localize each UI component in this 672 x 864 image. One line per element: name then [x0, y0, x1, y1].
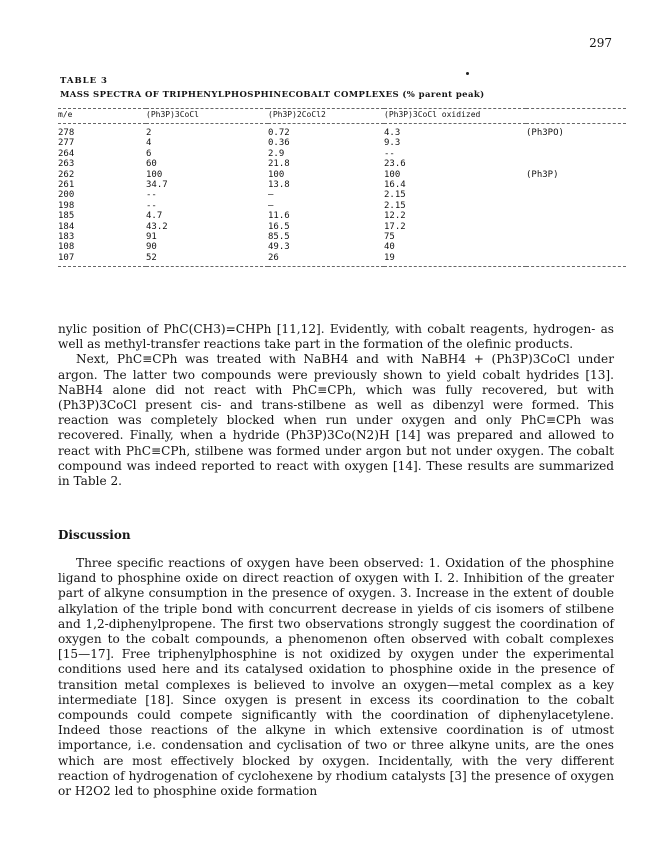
table-caption — [60, 76, 620, 100]
table-cell: 60 — [146, 159, 157, 170]
table-cell: 91 — [146, 232, 157, 243]
body-text-upper — [58, 322, 614, 489]
table-cell: 43.2 — [146, 221, 168, 232]
table-cell — [526, 242, 626, 252]
table-cell: 16.4 — [384, 180, 406, 191]
table-cell: 4.3 — [384, 128, 401, 138]
table-row — [58, 180, 626, 190]
table-cell: 2.9 — [268, 148, 285, 159]
table-cell: 4 — [146, 138, 152, 149]
table-row — [58, 222, 626, 232]
table-cell: 21.8 — [268, 159, 290, 170]
table-cell: (Ph3PO) — [526, 128, 564, 138]
discussion-paragraph: Three specific reactions of oxygen have been observed: 1. Oxidation of the phosphine ligand to phosphine oxide on direct reaction of oxygen with I. 2. Inhibition of the greater part of alkyne consumption in the presence of oxygen. 3. Increase in the extent of double alkylation of the triple bond with concurrent decrease in yields of cis isomers of stilbene and 1,2-diphenylpropene. The first two observations strongly suggest the coordination of oxygen to the cobalt compounds, a phenomenon often observed with cobalt complexes [15—17]. Free triphenylphosphine is not oxidized by oxygen under the experimental conditions used here and its catalysed oxidation to phosphine oxide in the presence of transition metal complexes is believed to involve an oxygen—metal complex as a key intermediate [18]. Since oxygen is present in excess its coordination to the cobalt compounds could compete significantly with the coordination of diphenylacetylene. Indeed those reactions of the alkyne in which extensive coordination is of utmost importance, i.e. condensation and cyclisation of two or three alkyne units, are the ones which are most effectively blocked by oxygen. Incidentally, with the very different reaction of hydrogenation of cyclohexene by rhodium catalysts [3] the presence of oxygen or H2O2 led to phosphine oxide formation — [58, 556, 614, 799]
table-cell: 6 — [146, 148, 152, 159]
table-cell: 9.3 — [384, 138, 401, 149]
table-cell: 23.6 — [384, 159, 406, 170]
table-cell — [526, 180, 626, 190]
page-number: 297 — [589, 36, 612, 50]
table-cell: 85.5 — [268, 232, 290, 243]
table-cell: 17.2 — [384, 221, 406, 232]
table-cell — [526, 201, 626, 211]
table-cell: 277 — [58, 138, 75, 149]
table-row — [58, 232, 626, 242]
paragraph: nylic position of PhC(CH3)=CHPh [11,12]. Evidently, with cobalt reagents, hydrogen- as well as methyl-transfer reactions take part in the formation of the olefinic products. — [58, 322, 614, 352]
table-cell: 263 — [58, 159, 75, 170]
table-label: TABLE 3 — [60, 76, 108, 86]
table-cell: 184 — [58, 221, 75, 232]
table-cell: 12.2 — [384, 211, 406, 222]
col-header-me: m/e — [58, 109, 146, 124]
table-cell: 198 — [58, 200, 75, 211]
table-row — [58, 253, 626, 267]
table-cell: 0.36 — [268, 138, 290, 149]
table-row — [58, 201, 626, 211]
col-header-oxidized: (Ph3P)3CoCl oxidized — [384, 109, 526, 124]
table-cell — [526, 232, 626, 242]
table-cell: 34.7 — [146, 180, 168, 191]
table-cell — [526, 149, 626, 159]
table-cell: – — [268, 200, 274, 211]
table-row — [58, 124, 626, 139]
table-cell: (Ph3P) — [526, 169, 559, 180]
table-cell: -- — [384, 148, 395, 159]
table-cell — [526, 190, 626, 200]
table-cell: 2.15 — [384, 200, 406, 211]
table-cell: 11.6 — [268, 211, 290, 222]
col-header-ph3p2cocl2: (Ph3P)2CoCl2 — [268, 109, 384, 124]
table-cell: – — [268, 190, 274, 201]
table-row — [58, 211, 626, 221]
table-cell: -- — [146, 200, 157, 211]
table-cell — [526, 211, 626, 221]
table-cell: 19 — [384, 253, 526, 267]
table-header-row — [58, 109, 626, 124]
table-cell: 264 — [58, 148, 75, 159]
table-cell — [526, 222, 626, 232]
table-title: MASS SPECTRA OF TRIPHENYLPHOSPHINECOBALT COMPLEXES (% parent peak) — [60, 90, 485, 100]
table-cell: 26 — [268, 253, 384, 267]
table-cell: 40 — [384, 242, 395, 253]
table-cell: 52 — [146, 253, 268, 267]
table-cell: 100 — [268, 169, 285, 180]
table-row — [58, 190, 626, 200]
table-cell: 261 — [58, 180, 75, 191]
table-cell: -- — [146, 190, 157, 201]
col-header-assignment — [526, 109, 626, 124]
table-cell: 2 — [146, 128, 152, 138]
table-cell: 107 — [58, 253, 146, 267]
table-cell — [526, 138, 626, 148]
table-cell: 200 — [58, 190, 75, 201]
decorative-dot — [466, 72, 469, 75]
table-cell: 16.5 — [268, 221, 290, 232]
table-cell: 100 — [146, 169, 163, 180]
mass-spectra-table — [58, 108, 626, 267]
col-header-ph3p3cocl: (Ph3P)3CoCl — [146, 109, 268, 124]
table-cell: 75 — [384, 232, 395, 243]
table-cell: 183 — [58, 232, 75, 243]
table-cell: 90 — [146, 242, 157, 253]
table-cell: 185 — [58, 211, 75, 222]
table-cell — [526, 159, 626, 169]
table-cell: 4.7 — [146, 211, 163, 222]
table-cell: 2.15 — [384, 190, 406, 201]
table-cell: 100 — [384, 169, 401, 180]
table-cell — [526, 253, 626, 267]
table-cell: 108 — [58, 242, 75, 253]
table-row — [58, 149, 626, 159]
table-row — [58, 242, 626, 252]
table-row — [58, 159, 626, 169]
table-row — [58, 170, 626, 180]
table-cell: 0.72 — [268, 128, 290, 138]
table-cell: 13.8 — [268, 180, 290, 191]
paragraph: Next, PhC≡CPh was treated with NaBH4 and with NaBH4 + (Ph3P)3CoCl under argon. The latter two compounds were previously shown to yield cobalt hydrides [13]. NaBH4 alone did not react with PhC≡CPh, which was fully recovered, but with (Ph3P)3CoCl present cis- and trans-stilbene as well as dibenzyl were formed. This reaction was completely blocked when run under oxygen and only PhC≡CPh was recovered. Finally, when a hydride (Ph3P)3Co(N2)H [14] was prepared and allowed to react with PhC≡CPh, stilbene was formed under argon but not under oxygen. The cobalt compound was indeed reported to react with oxygen [14]. These results are summarized in Table 2. — [58, 352, 614, 489]
section-heading: Discussion — [58, 528, 131, 542]
table-row — [58, 138, 626, 148]
table-cell: 49.3 — [268, 242, 290, 253]
table-cell: 278 — [58, 128, 75, 138]
table-cell: 262 — [58, 169, 75, 180]
